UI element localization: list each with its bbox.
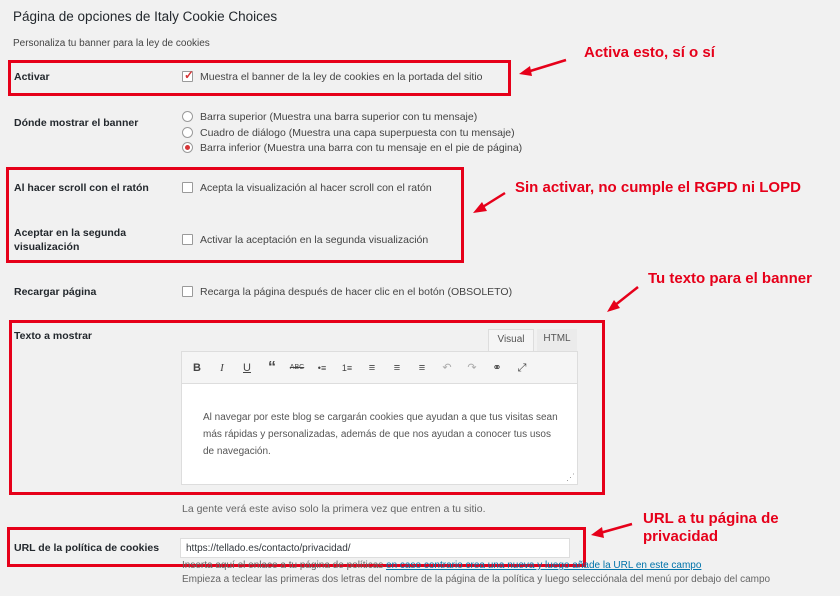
donde-label: Dónde mostrar el banner [14, 117, 139, 129]
redo-icon[interactable]: ↷ [467, 362, 477, 374]
scroll-checkbox[interactable] [182, 182, 193, 193]
segunda-option-label[interactable]: Activar la aceptación en la segunda visualización [200, 234, 429, 246]
page-subtitle: Personaliza tu banner para la ley de cookies [13, 38, 210, 49]
scroll-label: Al hacer scroll con el ratón [14, 182, 149, 194]
bold-icon[interactable]: B [193, 362, 201, 374]
radio-label-barra-inferior[interactable]: Barra inferior (Muestra una barra con tu mensaje en el pie de página) [200, 142, 523, 154]
blockquote-icon[interactable]: “ [268, 359, 276, 376]
align-left-icon[interactable]: ≡ [368, 362, 376, 374]
page-title: Página de opciones de Italy Cookie Choices [13, 9, 278, 24]
undo-icon[interactable]: ↶ [442, 362, 452, 374]
annotation-activa: Activa esto, sí o sí [584, 44, 715, 61]
url-help-1 [182, 560, 701, 572]
resize-handle-icon[interactable]: ⋰ [566, 472, 575, 482]
recargar-option-label[interactable]: Recarga la página después de hacer clic en el botón (OBSOLETO) [200, 286, 513, 298]
underline-icon[interactable]: U [243, 362, 251, 374]
checkmark-icon: ✓ [184, 68, 195, 82]
radio-barra-superior[interactable] [182, 111, 193, 122]
editor-content-area[interactable] [181, 384, 578, 485]
tab-html[interactable]: HTML [537, 329, 577, 351]
texto-help: La gente verá este aviso solo la primera vez que entren a tu sitio. [182, 503, 486, 515]
annotation-arrow-url [0, 0, 1, 1]
annotation-url-line1: URL a tu página de [643, 510, 779, 527]
scroll-option-label[interactable]: Acepta la visualización al hacer scroll con el ratón [200, 182, 432, 194]
tab-visual[interactable]: Visual [488, 329, 534, 351]
radio-label-cuadro-dialogo[interactable]: Cuadro de diálogo (Muestra una capa superpuesta con tu mensaje) [200, 127, 515, 139]
italic-icon[interactable]: I [220, 362, 224, 374]
radio-barra-inferior[interactable] [182, 142, 193, 153]
recargar-checkbox[interactable] [182, 286, 193, 297]
fullscreen-icon[interactable]: ⤢ [517, 362, 527, 374]
url-help-text: Inserta aquí el enlace a tu página de políticas [182, 560, 387, 571]
editor-content-text[interactable]: Al navegar por este blog se cargarán cookies que ayudan a que tus visitas sean más rápidas y personalizadas, además de que nos ayudan a conocer tus usos de navegación. [203, 412, 558, 457]
segunda-label: Aceptar en la segunda visualización [14, 227, 127, 253]
activar-label: Activar [14, 71, 50, 83]
annotation-url-line2: privacidad [643, 528, 719, 545]
strikethrough-icon[interactable]: ABC [289, 364, 305, 371]
annotation-rgpd: Sin activar, no cumple el RGPD ni LOPD [515, 179, 801, 196]
radio-selected-dot [185, 145, 190, 150]
bullet-list-icon[interactable]: •≡ [317, 363, 327, 373]
url-label: URL de la política de cookies [14, 542, 160, 554]
url-help-link[interactable]: en caso contrario crea una nueva y luego añade la URL en este campo [386, 560, 702, 571]
url-input[interactable] [180, 538, 570, 558]
editor-toolbar [181, 351, 578, 384]
recargar-label: Recargar página [14, 286, 97, 298]
link-icon[interactable]: ⚭ [492, 362, 502, 374]
align-center-icon[interactable]: ≡ [393, 362, 401, 374]
url-help-2: Empieza a teclear las primeras dos letras del nombre de la página de la política y luego selecciónala del menú por debajo del campo [182, 574, 771, 585]
editor-toolbar-buttons [188, 359, 531, 377]
texto-label: Texto a mostrar [14, 330, 92, 342]
align-right-icon[interactable]: ≡ [418, 362, 426, 374]
activar-checkbox[interactable] [182, 68, 195, 82]
activar-option-label[interactable]: Muestra el banner de la ley de cookies en la portada del sitio [200, 71, 483, 83]
annotation-texto: Tu texto para el banner [648, 270, 812, 287]
numbered-list-icon[interactable]: 1≡ [341, 363, 353, 373]
segunda-checkbox[interactable] [182, 234, 193, 245]
radio-label-barra-superior[interactable]: Barra superior (Muestra una barra superior con tu mensaje) [200, 111, 478, 123]
radio-cuadro-dialogo[interactable] [182, 127, 193, 138]
